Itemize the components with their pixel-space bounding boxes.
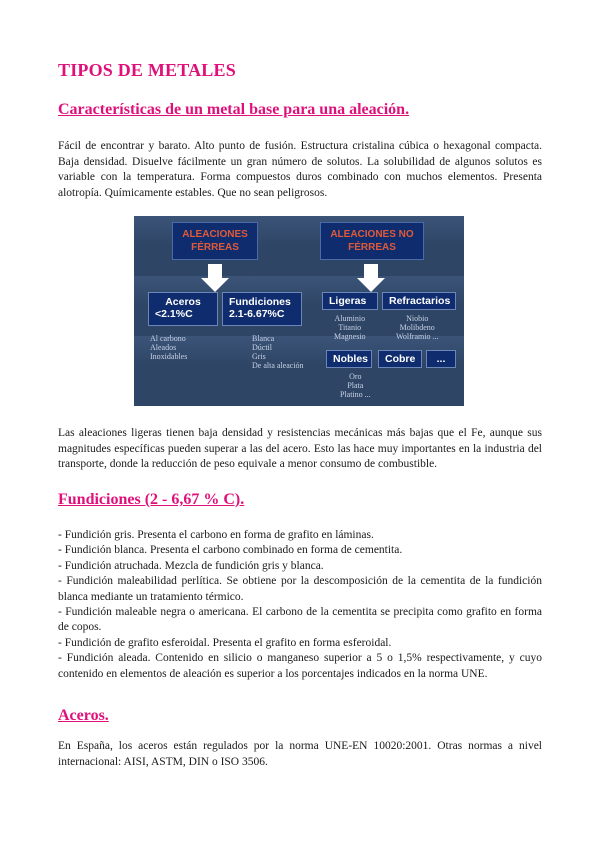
cast-irons-title: Fundiciones [229,296,291,308]
copper-box [378,350,422,368]
arrow-down-icon [364,264,378,278]
steels-title: Aceros [165,296,201,308]
arrow-down-icon [357,278,385,292]
noble-item: Oro [349,372,362,381]
cast-irons-box [222,292,302,326]
list-item: - Fundición atruchada. Mezcla de fundición gris y blanca. [58,559,324,572]
refractory-alloys-box [382,292,456,310]
refractory-item: Molibdeno [399,323,435,332]
alloy-classification-diagram [134,216,464,406]
refractory-item: Wolframio ... [396,332,439,341]
ferrous-line2: FÉRREAS [191,242,239,253]
list-item: - Fundición de grafito esferoidal. Presenta el grafito en forma esferoidal. [58,636,392,649]
other-alloys-box [426,350,456,368]
section-heading-steels: Aceros. [58,707,109,724]
cast-iron-type: Gris [252,352,266,361]
list-item: - Fundición maleabilidad perlítica. Se obtiene por la descomposición de la cementita de la fundición blanca mediante un tratamiento térmico. [58,575,542,603]
list-item: - Fundición blanca. Presenta el carbono combinado en forma de cementita. [58,544,403,557]
cast-irons-list [58,528,542,682]
ferrous-line1: ALEACIONES [182,229,248,240]
cast-irons-types-list [252,334,304,370]
noble-item: Platino ... [340,390,371,399]
paragraph-steels: En España, los aceros están regulados por la norma UNE-EN 10020:2001. Otras normas a nivel internacional: AISI, ASTM, DIN o ISO 3506. [58,740,542,768]
refractory-item: Niobio [406,314,429,323]
list-item: - Fundición aleada. Contenido en silicio o manganeso superior a 5 o 1,5% respectivamente, y cuyo contenido en elementos de aleación es superior a los porcentajes indicados en la norma UNE. [58,652,542,680]
light-alloys-list [334,314,366,341]
steels-type: Al carbono [150,334,186,343]
light-alloys-title: Ligeras [329,295,367,307]
noble-item: Plata [347,381,364,390]
nonferrous-line1: ALEACIONES NO [330,229,414,240]
cast-iron-type: Dúctil [252,343,272,352]
ferrous-alloys-box [172,222,258,260]
section-heading-cast-irons: Fundiciones (2 - 6,67 % C). [58,491,245,508]
light-alloy-item: Titanio [338,323,362,332]
noble-alloys-box [326,350,372,368]
arrow-down-icon [208,264,222,278]
cast-irons-carbon-range: 2.1-6.67%C [229,308,285,320]
nonferrous-line2: FÉRREAS [348,242,396,253]
other-alloys-title: ... [436,353,446,365]
steels-type: Aleados [150,343,177,352]
arrow-down-icon [201,278,229,292]
steels-carbon-range: <2.1%C [155,308,193,320]
list-item: - Fundición maleable negra o americana. El carbono de la cementita se precipita como grafito en forma de copos. [58,606,542,634]
refractory-alloys-title: Refractarios [389,295,451,307]
steels-box [148,292,218,326]
noble-alloys-title: Nobles [333,353,369,365]
nonferrous-alloys-box [320,222,424,260]
cast-iron-type: Blanca [252,334,275,343]
light-alloys-box [322,292,378,310]
copper-title: Cobre [385,353,416,365]
section-heading-base-metal: Características de un metal base para una aleación. [58,101,410,118]
steels-types-list [150,334,187,361]
light-alloy-item: Aluminio [334,314,366,323]
page-title: TIPOS DE METALES [58,60,236,80]
refractory-alloys-list [396,314,438,341]
noble-alloys-list [340,372,371,399]
paragraph-base-metal: Fácil de encontrar y barato. Alto punto de fusión. Estructura cristalina cúbica o hexagonal compacta. Baja densidad. Disuelve fácilmente un gran número de solutos. La solubilidad de algunos solutos es variable con la temperatura. Forma compuestos duros combinado con muchos elementos. Presenta alotropía. Químicamente estables. Que no sean peligrosos. [58,140,542,199]
light-alloy-item: Magnesio [334,332,366,341]
steels-type: Inoxidables [150,352,188,361]
cast-iron-type: De alta aleación [252,361,304,370]
paragraph-light-alloys: Las aleaciones ligeras tienen baja densidad y resistencias mecánicas más bajas que el Fe, aunque sus magnitudes específicas pueden superar a las del acero. Esto las hace muy importantes en la industria del transporte, donde la reducción de peso equivale a menor consumo de combustible. [58,427,542,470]
list-item: - Fundición gris. Presenta el carbono en forma de grafito en láminas. [58,529,374,541]
